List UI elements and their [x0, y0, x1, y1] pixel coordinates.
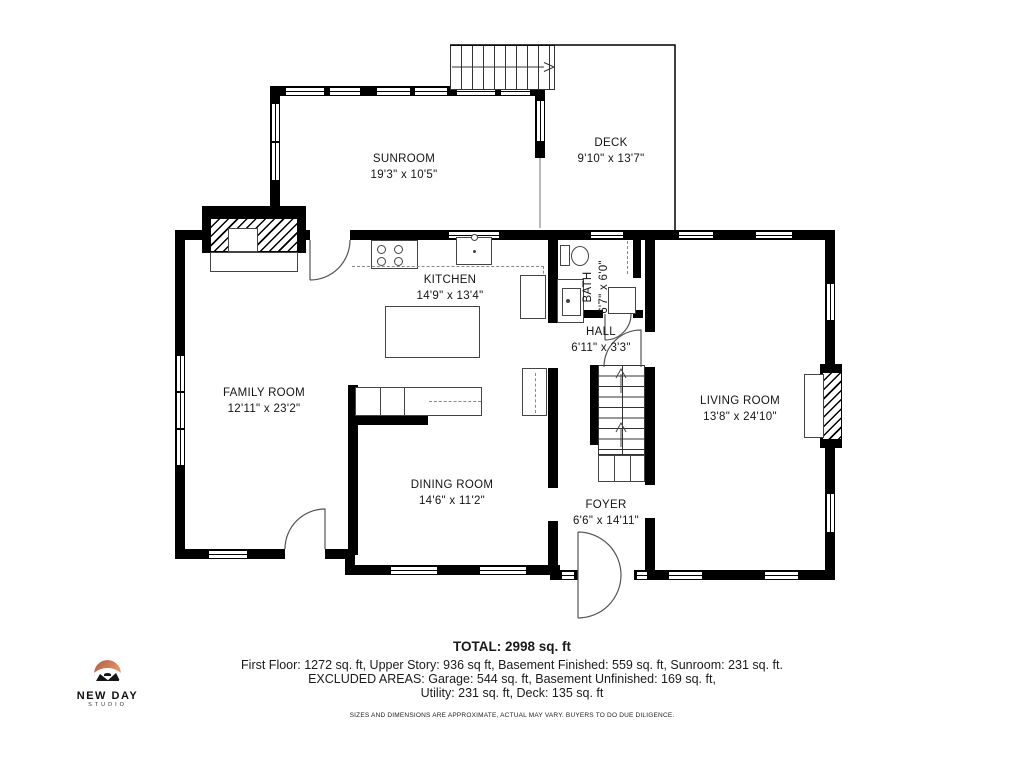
- closet-divider: [630, 456, 631, 481]
- cabinet-divider: [404, 388, 405, 415]
- front-door: [578, 532, 621, 618]
- room-dims: 6'11" x 3'3": [571, 342, 631, 354]
- window-sunroom: [271, 142, 280, 181]
- room-name: BATH: [582, 271, 594, 303]
- counter-edge: [352, 266, 544, 268]
- window-living: [826, 493, 835, 533]
- area-breakdown-line1: First Floor: 1272 sq. ft, Upper Story: 936 sq ft, Basement Finished: 559 sq. ft, Sunroom: 231 sq. ft.: [241, 658, 783, 672]
- window-family: [176, 429, 185, 466]
- total-area: TOTAL: 2998 sq. ft: [452, 639, 572, 654]
- room-dims: 13'8" x 24'10": [703, 411, 777, 423]
- counter-overhang: [429, 401, 481, 403]
- window-dining: [390, 566, 438, 575]
- fireplace-hatch: [822, 372, 842, 440]
- refrigerator: [520, 275, 546, 319]
- window: [376, 87, 411, 96]
- room-label-bath: [580, 260, 612, 314]
- room-name: HALL: [586, 326, 616, 338]
- room-dims: 9'10" x 13'7": [577, 153, 645, 165]
- window-bath: [590, 231, 624, 239]
- fireplace-surround: [297, 206, 306, 253]
- new-day-studio-logo: [70, 660, 145, 708]
- sidelite: [636, 571, 648, 580]
- wall-living-left: [645, 367, 655, 485]
- vanity-faucet: [566, 299, 570, 303]
- interior-stairs: [598, 365, 645, 455]
- foyer-closet: [598, 455, 645, 482]
- door-family-exterior: [285, 509, 325, 549]
- room-name: DECK: [594, 137, 628, 149]
- burner: [394, 245, 403, 254]
- room-name: FAMILY ROOM: [222, 387, 306, 399]
- pantry-rod: [535, 373, 537, 413]
- window-family: [176, 355, 185, 392]
- window-sunroom: [536, 100, 545, 142]
- window: [329, 87, 361, 96]
- window-dining: [479, 566, 527, 575]
- wall-kitchen-dining: [348, 415, 428, 425]
- door-sunroom-kitchen: [310, 240, 350, 280]
- drain: [473, 250, 476, 253]
- room-name: LIVING ROOM: [700, 395, 780, 407]
- room-label-deck: [578, 135, 645, 167]
- room-dims: 14'6" x 11'2": [418, 495, 486, 507]
- firebox: [228, 228, 258, 252]
- kitchen-sink: [456, 237, 492, 265]
- deck-stairs: [450, 45, 555, 90]
- wall-bath-closet: [633, 230, 641, 278]
- kitchen-cabinets: [355, 387, 482, 416]
- stove: [371, 240, 418, 269]
- wall-foyer-left: [548, 521, 558, 575]
- kitchen-island: [385, 306, 480, 358]
- window-family: [208, 550, 248, 559]
- wall: [345, 565, 560, 575]
- disclaimer: SIZES AND DIMENSIONS ARE APPROXIMATE, ACTUAL MAY VARY. BUYERS TO DO DUE DILIGENCE.: [349, 712, 675, 719]
- vanity-sink: [562, 288, 581, 316]
- logo-text-secondary: STUDIO: [88, 702, 127, 708]
- window-living: [755, 231, 793, 239]
- linen-closet: [627, 241, 629, 274]
- window-sunroom: [271, 103, 280, 142]
- room-dims: 19'3" x 10'5": [370, 169, 438, 181]
- fireplace-front: [804, 374, 824, 438]
- wall-living-left: [645, 518, 655, 575]
- sunrise-logo-icon: [94, 660, 121, 687]
- wall-living-left: [645, 240, 655, 332]
- burner: [377, 257, 386, 266]
- window-living: [826, 283, 835, 321]
- wall-foyer-left: [548, 368, 558, 488]
- room-dims: 6'7" x 6'0": [598, 260, 610, 314]
- burner: [394, 257, 403, 266]
- area-breakdown-line2: EXCLUDED AREAS: Garage: 544 sq. ft, Basement Unfinished: 169 sq. ft,: [308, 672, 716, 686]
- room-label-living-room: [700, 393, 780, 425]
- room-dims: 14'9" x 13'4": [416, 290, 484, 302]
- sidelite: [561, 571, 575, 580]
- area-breakdown-line3: Utility: 231 sq. ft, Deck: 135 sq. ft: [420, 686, 604, 700]
- window-living: [668, 571, 703, 580]
- faucet: [471, 234, 478, 241]
- room-label-foyer: [573, 497, 639, 529]
- logo-text-primary: NEW DAY: [76, 690, 139, 702]
- room-dims: 12'11" x 23'2": [227, 403, 301, 415]
- bird-silhouette: [104, 673, 111, 676]
- shower: [608, 287, 636, 314]
- window-living: [764, 571, 799, 580]
- window: [285, 87, 325, 96]
- room-name: DINING ROOM: [410, 479, 494, 491]
- room-dims: 6'6" x 14'11": [572, 515, 640, 527]
- window: [414, 87, 448, 96]
- toilet-tank: [560, 245, 570, 266]
- window-family: [176, 392, 185, 429]
- burner: [377, 245, 386, 254]
- cabinet-divider: [380, 388, 381, 415]
- room-name: KITCHEN: [423, 274, 477, 286]
- closet-divider: [614, 456, 615, 481]
- window-living: [678, 231, 714, 239]
- room-label-sunroom: [371, 151, 438, 183]
- room-label-family-room: [223, 385, 305, 417]
- room-name: SUNROOM: [372, 153, 436, 165]
- wall: [634, 570, 835, 580]
- room-label-kitchen: [417, 272, 484, 304]
- room-name: FOYER: [585, 499, 627, 511]
- hearth: [210, 252, 298, 272]
- wall-stairs: [590, 365, 598, 445]
- room-label-dining-room: [411, 477, 494, 509]
- fireplace-surround: [202, 206, 210, 253]
- pantry: [522, 368, 547, 416]
- fireplace-surround: [202, 206, 306, 218]
- room-label-hall: [571, 324, 630, 356]
